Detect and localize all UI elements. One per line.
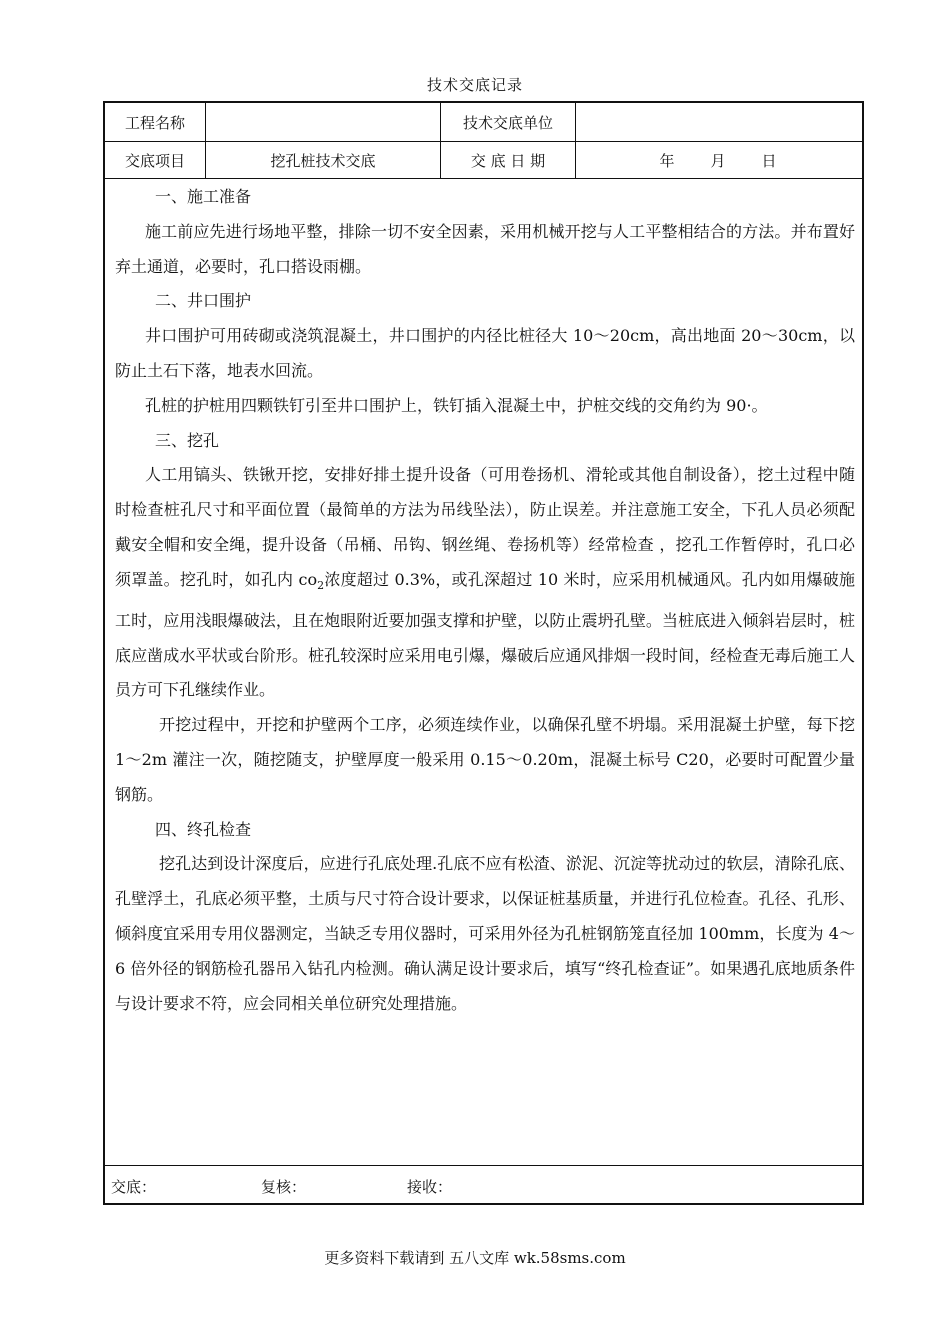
disclosure-content — [115, 180, 855, 1021]
date-value: 年 月 日 — [659, 151, 779, 170]
paragraph: 施工前应先进行场地平整，排除一切不安全因素，采用机械开挖与人工平整相结合的方法。并布置好弃土通道，必要时，孔口搭设雨棚。 — [115, 221, 855, 276]
item-value: 挖孔桩技术交底 — [270, 151, 376, 170]
project-name-value — [206, 103, 440, 141]
subscript: 2 — [317, 578, 325, 592]
section-heading: 二、井口围护 — [155, 291, 252, 311]
header-row-2 — [105, 142, 862, 179]
section-heading: 四、终孔检查 — [155, 819, 252, 839]
paragraph: 挖孔达到设计深度后，应进行孔底处理.孔底不应有松渣、淤泥、沉淀等扰动过的软层，清除孔底、孔壁浮土，孔底必须平整，土质与尺寸符合设计要求，以保证桩基质量，并进行孔位检查。孔径、孔形、倾斜度宜采用专用仪器测定，当缺乏专用仪器时，可采用外径为孔桩钢筋笼直径加 100mm，长度为 4～ 6 倍外径的钢筋检孔器吊入钻孔内检测。确认满足设计要求后，填写“终孔检查证”。如果遇孔底地质条件与设计要求不符，应会同相关单位研究处理措施。 — [115, 854, 855, 1013]
receive-label: 接收： — [407, 1178, 453, 1196]
date-label: 交 底 日 期 — [470, 151, 546, 170]
review-label: 复核： — [261, 1178, 307, 1196]
project-name-label: 工程名称 — [124, 113, 185, 132]
paragraph: 井口围护可用砖砌或浇筑混凝土，井口围护的内径比桩径大 10～20cm，高出地面 20～30cm，以防止土石下落，地表水回流。 — [115, 326, 855, 380]
document-title: 技术交底记录 — [426, 76, 523, 94]
unit-value — [576, 103, 862, 141]
paragraph-part: 人工用镐头、铁锹开挖，安排好排土提升设备（可用卷扬机、滑轮或其他自制设备），挖土过程中随时检查桩孔尺寸和平面位置（最简单的方法为吊线坠法），防止误差。并注意施工安全，下孔人员必须配戴安全帽和安全绳，提升设备（吊桶、吊钩、钢丝绳、卷扬机等）经常检查 ，挖孔工作暂停时，孔口必须罩盖。挖孔时，如孔内 co — [115, 465, 855, 589]
handover-label: 交底： — [111, 1178, 157, 1196]
paragraph — [115, 458, 855, 708]
unit-label: 技术交底单位 — [462, 113, 553, 132]
signature-row — [105, 1165, 862, 1204]
paragraph: 孔桩的护桩用四颗铁钉引至井口围护上，铁钉插入混凝土中，护桩交线的交角约为 90·。 — [145, 395, 768, 415]
record-table — [103, 101, 864, 1205]
footer-note: 更多资料下载请到 五八文库 wk.58sms.com — [324, 1249, 626, 1267]
section-heading: 三、挖孔 — [155, 430, 220, 450]
item-label: 交底项目 — [124, 151, 185, 170]
header-row-1 — [105, 103, 862, 142]
paragraph-part: 浓度超过 0.3%，或孔深超过 10 米时，应采用机械通风。孔内如用爆破施工时，应用浅眼爆破法，且在炮眼附近要加强支撑和护壁，以防止震坍孔壁。当桩底进入倾斜岩层时，桩底应凿成水平状或台阶形。桩孔较深时应采用电引爆，爆破后应通风排烟一段时间，经检查无毒后施工人员方可下孔继续作业。 — [115, 569, 855, 700]
paragraph: 开挖过程中，开挖和护壁两个工序，必须连续作业，以确保孔壁不坍塌。采用混凝土护壁，每下挖 1～2m 灌注一次，随挖随支，护壁厚度一般采用 0.15～0.20m，混凝土标号 C20，必要时可配置少量钢筋。 — [115, 715, 855, 804]
section-heading: 一、施工准备 — [155, 187, 252, 206]
